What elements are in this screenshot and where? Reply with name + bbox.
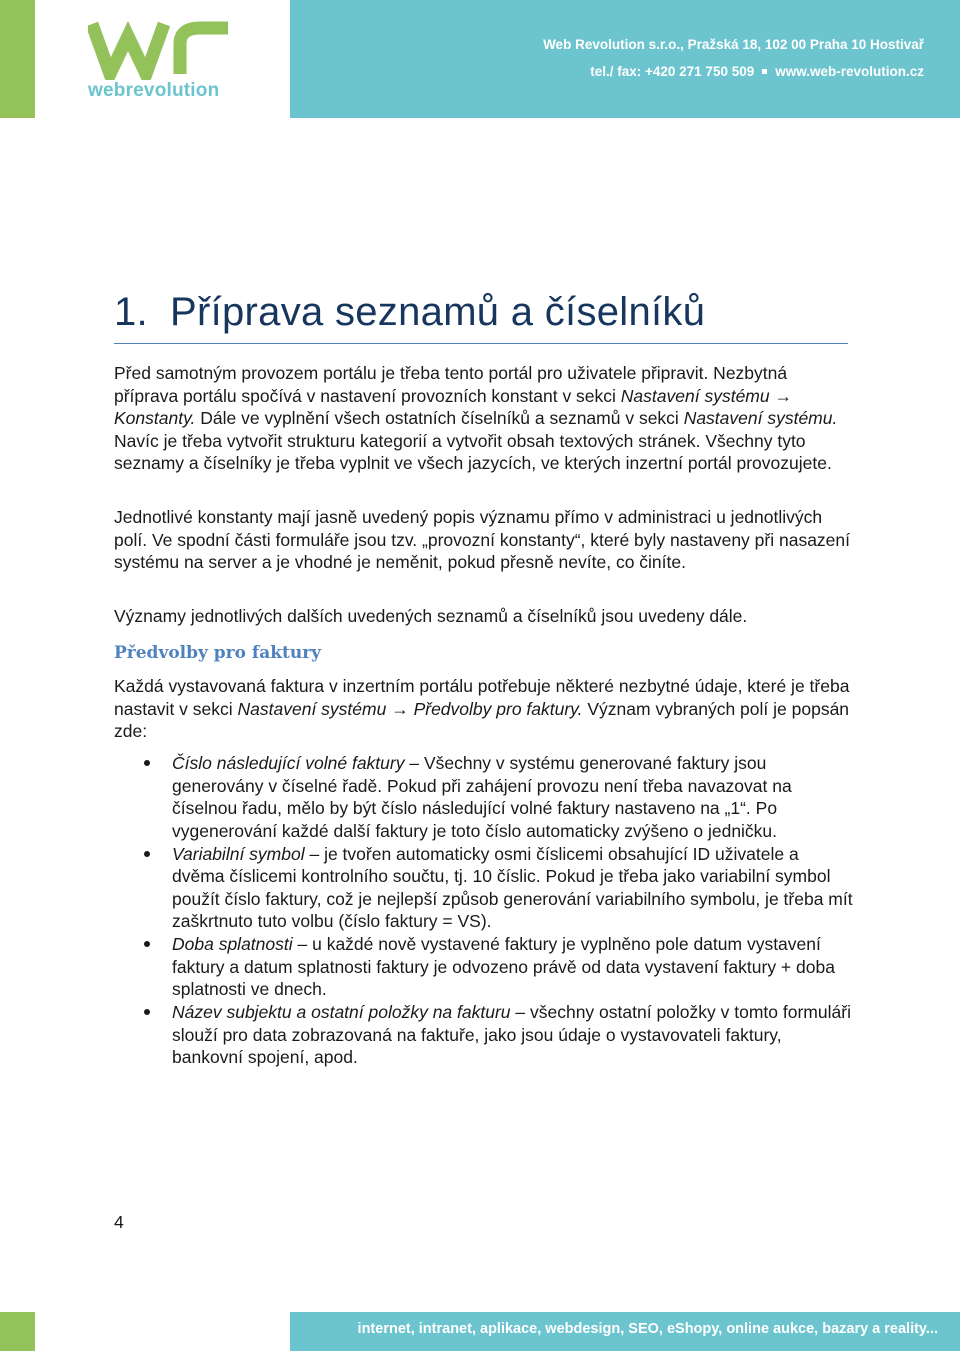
page-number: 4 xyxy=(114,1212,124,1232)
header-website-link[interactable]: www.web-revolution.cz xyxy=(775,64,924,79)
footer-green-bar xyxy=(0,1312,35,1351)
footer-services: internet, intranet, aplikace, webdesign, SEO, eShopy, online aukce, bazary a reality... xyxy=(357,1321,938,1337)
header-address: Web Revolution s.r.o., Pražská 18, 102 00 Praha 10 Hostivař xyxy=(543,37,924,52)
logo-wordmark: webrevolution xyxy=(88,80,220,101)
paragraph-meanings: Významy jednotlivých dalších uvedených seznamů a číselníků jsou uvedeny dále. xyxy=(114,606,748,626)
wr-logo-icon xyxy=(88,18,238,80)
square-bullet-icon xyxy=(762,69,767,74)
list-item: Doba splatnosti – u každé nově vystavené faktury je vyplněno pole datum vystavení faktury a datum splatnosti faktury je odvozeno právě od data vystavení faktury + doba splatnosti ve dnech. xyxy=(114,933,854,1001)
heading-text: Příprava seznamů a číselníků xyxy=(169,290,706,334)
subheading-invoice-presets: Předvolby pro faktury xyxy=(114,643,322,663)
header-phone: tel./ fax: +420 271 750 509 xyxy=(590,64,755,79)
header-contact-line xyxy=(590,64,924,79)
webrevolution-logo xyxy=(88,18,238,106)
paragraph-constants: Jednotlivé konstanty mají jasně uvedený popis významu přímo v administraci u jednotlivých polí. Ve spodní části formuláře jsou tzv. „provozní konstanty“, které byly nastaveny při nasazení systému na server a je vhodné je neměnit, pokud přesně nevíte, co činíte. xyxy=(114,507,851,572)
arrow-right-icon: → xyxy=(386,698,414,719)
list-item: Variabilní symbol – je tvořen automaticky osmi číslicemi obsahující ID uživatele a dvěma číslicemi kontrolního součtu, tj. 10 číslic. Pokud je třeba jako variabilní symbol použít číslo faktury, což je nejlepší způsob generování variabilního symbolu, je třeba mít zaškrtnuto tuto volbu (číslo faktury = VS). xyxy=(114,843,854,933)
page-title xyxy=(114,290,848,344)
header-teal-bar xyxy=(290,0,960,118)
list-item: Číslo následující volné faktury – Všechny v systému generované faktury jsou generovány v číselné řadě. Pokud při zahájení provozu není třeba navazovat na číselnou řadu, mělo by být číslo následující volné faktury nastaveno na „1“. Po vygenerování každé další faktury je toto číslo automaticky zvýšeno o jedničku. xyxy=(114,752,854,842)
paragraph-intro: Před samotným provozem portálu je třeba tento portál pro uživatele připravit. Nezbytná příprava portálu spočívá v nastavení provozních konstant v sekci Nastavení systému → Konstanty. Dále ve vyplnění všech ostatních číselníků a seznamů v sekci Nastavení systému. Navíc je třeba vytvořit strukturu kategorií a vytvořit obsah textových stránek. Všechny tyto seznamy a číselníky je třeba vyplnit ve všech jazycích, ve kterých inzertní portál provozujete. xyxy=(114,363,838,473)
header-green-bar xyxy=(0,0,35,118)
heading-number: 1. xyxy=(114,290,148,334)
list-item: Název subjektu a ostatní položky na fakturu – všechny ostatní položky v tomto formuláři slouží pro data zobrazovaná na faktuře, jako jsou údaje o vystavovateli faktury, bankovní spojení, apod. xyxy=(114,1001,854,1069)
field-description-list xyxy=(114,752,854,1069)
arrow-right-icon: → xyxy=(769,385,792,406)
paragraph-invoice: Každá vystavovaná faktura v inzertním portálu potřebuje některé nezbytné údaje, které je třeba nastavit v sekci Nastavení systému → Předvolby pro faktury. Význam vybraných polí je popsán zde: xyxy=(114,676,850,741)
